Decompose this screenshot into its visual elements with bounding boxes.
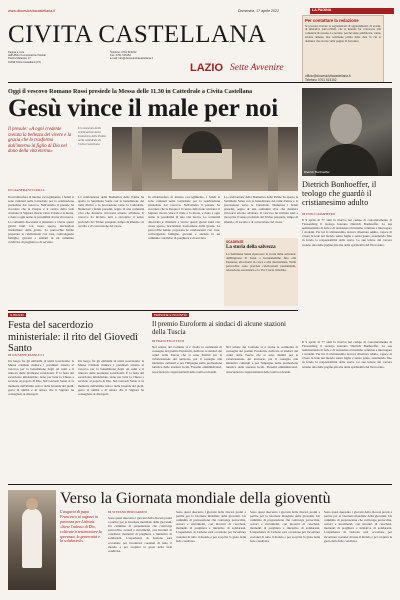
bonhoeffer-byline: DI ENZO GIAMPIETRO [302,212,336,216]
main-standfirst: Il presule: «A ogni credente svelata la bellezza del vivere e la grazia che lo trasforma dall'interno in figlio di Dio nel dono della vita eterna» [8,127,72,155]
youth-body-col-2: Sono quasi duecento i giovani della diocesi pronti a partire per la Giornata mondiale della gioventù. Un cammino di preparazione che coinvolge parrocchie, oratori e movimenti, con incontri di catechesi, momenti di preghiera e iniziative di solidarietà. L'esperienza di Lisbona sarà occasione per incontrare coetanei di tutto il mondo e per scoprire la gioia della fede condivisa. [176,510,246,543]
youth-rule [8,484,392,485]
main-body-col-1: In un'atmosfera di intenso raccoglimento, i fedeli si sono radunati nella Cattedrale per la celebrazione presieduta dal vescovo. Nell'omelia il presule ha ricordato che la Pasqua è il centro della fede cristiana: il Signore risorto vince il male e la morte, e dona a ogni uomo la possibilità di una vita nuova. La comunità diocesana è chiamata a vivere questi giorni santi con cuore aperto, lasciandosi trasformare dalla grazia. Le parrocchie hanno preparato le celebrazioni con cura, coinvolgendo famiglie, giovani e anziani in un cammino condiviso di preghiera e di servizio. [8,195,74,245]
altar-shape [172,149,232,179]
office-line-2: dell'Ufficio Comunicazioni Sociali [8,54,46,58]
brand-sette: Sette Avvenire [230,63,284,73]
mid-label: PERSONE E INCONTRI [154,313,187,317]
pope-head [26,498,38,510]
left-body-col-1: Un luogo fra gli emblemi di unità sacerdotale: la Messa crismale riunisce i presbiteri attorno al vescovo per la benedizione degli oli santi e il rinnovo delle promesse sacerdotali. È la festa del sacerdozio ministeriale, dono per tutta la Chiesa e servizio al popolo di Dio. Nel Giovedì Santo si fa memoria dell'ultima cena e della lavanda dei piedi, gesto di umiltà e di amore che il Signore ha consegnato ai discepoli. [8,359,74,396]
bonhoeffer-title: Dietrich Bonhoeffer, il teologo che guardò il cristianesimo adulto [302,180,377,207]
youth-body-col-3: Sono quasi duecento i giovani della diocesi pronti a partire per la Giornata mondiale della gioventù. Un cammino di preparazione che coinvolge parrocchie, oratori e movimenti, con incontri di catechesi, momenti di preghiera e iniziative di solidarietà. L'esperienza di Lisbona sarà occasione per incontrare coetanei di tutto il mondo e per scoprire la gioia della fede condivisa. [250,510,320,543]
mid-body-col-1: Nel salone del Comune si è svolta la cerimonia di consegna del premio Euroform, dedicato ai sindaci dei centri della Tuscia che si sono distinti per la valorizzazione del territorio, per il sostegno alle iniziative culturali e per l'impegno nella promozione turistica delle stazioni locali. Presenti amministratori, associazioni e rappresentanti delle realtà ecclesiali. [152,345,222,374]
main-body-col-4: La celebrazione della Domenica delle Palme ha aperto la Settimana Santa con la benedizione dei rami d'ulivo e la processione verso la Cattedrale. Numerosi i fedeli presenti, segno di una comunità viva che desidera ritrovarsi attorno all'altare. Il vescovo ha invitato tutti a riscoprire il senso profondo del Triduo pasquale, tempo di silenzio, di ascolto e di conversione del cuore. [224,195,298,224]
site-url[interactable]: www.diocesicivitacastellana.it [8,9,55,13]
left-body-col-2: Un luogo fra gli emblemi di unità sacerdotale: la Messa crismale riunisce i presbiteri attorno al vescovo per la benedizione degli oli santi e il rinnovo delle promesse sacerdotali. È la festa del sacerdozio ministeriale, dono per tutta la Chiesa e servizio al popolo di Dio. Nel Giovedì Santo si fa memoria dell'ultima cena e della lavanda dei piedi, gesto di umiltà e di amore che il Signore ha consegnato ai discepoli. [78,359,144,396]
office-line-3: Piazza Matteotti, 27 [8,57,31,61]
photo-caption: Un momento della celebrazione della Domenica delle Palme nella cattedrale di Civita Castellana [78,126,107,146]
contact-phone: Telefono 0761 515152 [305,77,337,82]
sidebar-label: SCADENZE [226,240,244,244]
mid-title: Il premio Euroform ai sindaci di alcune stazioni della Tuscia [152,320,286,336]
contact-box [302,15,384,83]
office-email[interactable]: e-mail: info@diocesicivitacastellana.it [110,57,153,61]
office-info [8,51,108,64]
youth-intro: L'augurio di papa Francesco ai ragazzi in partenza per Lisbona: «Siete l'adesso di Dio, coltivate a testimoniare la speranza, la generosità e la solidarietà» [60,509,102,544]
arch-shape [182,131,222,153]
left-label: IL BRANO [10,313,24,317]
office-tel: Telefono: 0761 515152 [110,51,137,54]
main-kicker: Oggi il vescovo Romano Rossi presiede la Messa delle 11.30 in Cattedrale a Civita Castellana [8,88,253,95]
contact-title: Per contattare la redazione [305,18,359,23]
bonhoeffer-photo [302,88,392,176]
main-byline: DI GIANFRANCO RICCI [8,188,45,192]
cathedral-photo [112,127,298,191]
contact-email[interactable]: ufficio@diocesicivitacastellana.it [305,73,351,78]
main-body-col-2: La celebrazione della Domenica delle Palme ha aperto la Settimana Santa con la benedizione dei rami d'ulivo e la processione verso la Cattedrale. Numerosi i fedeli presenti, segno di una comunità viva che desidera ritrovarsi attorno all'altare. Il vescovo ha invitato tutti a riscoprire il senso profondo del Triduo pasquale, tempo di silenzio, di ascolto e di conversione del cuore. [78,195,144,228]
brand-logo [190,62,298,76]
sidebar-box [224,238,298,306]
main-headline: Gesù vince il male per noi [8,95,279,122]
masthead-rule [8,82,392,83]
youth-body-col-1: Sono quasi duecento i giovani della diocesi pronti a partire per la Giornata mondiale della gioventù. Un cammino di preparazione che coinvolge parrocchie, oratori e movimenti, con incontri di catechesi, momenti di preghiera e iniziative di solidarietà. L'esperienza di Lisbona sarà occasione per incontrare coetanei di tutto il mondo e per scoprire la gioia della fede condivisa. [108,516,172,553]
column-right [268,127,278,191]
lower-rule [8,310,298,311]
youth-body-col-4: Sono quasi duecento i giovani della diocesi pronti a partire per la Giornata mondiale della gioventù. Un cammino di preparazione che coinvolge parrocchie, oratori e movimenti, con incontri di catechesi, momenti di preghiera e iniziative di solidarietà. L'esperienza di Lisbona sarà occasione per incontrare coetanei di tutto il mondo e per scoprire la gioia della fede condivisa. [324,510,392,543]
youth-byline: DI STEFANO BERNARDINI [108,510,147,514]
sidebar-body: La Settimana Santa ripercorre la storia della salvezza: dall'ingresso di Gesù a Gerusalemme fino alla Passione, alla morte in croce e alla risurrezione. Nelle parrocchie sono previste celebrazioni penitenziali, adorazione eucaristica e la Via Crucis cittadina. [226,251,296,272]
sidebar-title: La storia della salvezza [226,245,276,250]
portrait-face [330,104,362,144]
brand-lazio: LAZIO [190,62,223,74]
bonhoeffer-body-1: Il 9 aprile di 77 anni fa moriva nel campo di concentramento di Flossenbürg il teologo luterano Dietrich Bonhoeffer. La sua testimonianza di fede e di resistenza al nazismo continua a interrogare i credenti. Per lui il cristianesimo doveva diventare adulto, capace di vivere la fede nel mondo senza fughe e senza paure, assumendo fino in fondo la responsabilità della storia. Le sue lettere dal carcere restano una delle pagine più alte della spiritualità del Novecento. [302,218,392,247]
office-line-4: 01033 Civita Castellana (VT) [8,60,42,64]
left-byline: DI GIUSEPPE PANNUCCI [8,353,44,357]
contact-body: Si possono inviare le segnalazioni di appuntamenti, di eventi, di iniziative parrocchiali, che si intende far conoscere alla comunità diocesana. Le notizie, perché siano pubblicate, vanno inviate almeno due settimane prima della data in cui si desidera che escano sulla pagina di Avvenire. [305,24,381,43]
mid-byline: DI FRANCESCO TESTI [152,339,185,343]
column-left [132,127,142,191]
left-title: Festa del sacerdozio ministeriale: il rito del Giovedì Santo [8,320,139,354]
youth-headline: Verso la Giornata mondiale della gioventù [60,490,331,507]
bonhoeffer-body-2: Il 9 aprile di 77 anni fa moriva nel campo di concentramento di Flossenbürg il teologo luterano Dietrich Bonhoeffer. La sua testimonianza di fede e di resistenza al nazismo continua a interrogare i credenti. Per lui il cristianesimo doveva diventare adulto, capace di vivere la fede nel mondo senza fughe e senza paure, assumendo fino in fondo la responsabilità della storia. Le sue lettere dal carcere restano una delle pagine più alte della spiritualità del Novecento. [302,340,392,369]
bonhoeffer-caption: Dietrich Bonhoeffer [304,170,330,174]
mid-body-col-2: Nel salone del Comune si è svolta la cerimonia di consegna del premio Euroform, dedicato ai sindaci dei centri della Tuscia che si sono distinti per la valorizzazione del territorio, per il sostegno alle iniziative culturali e per l'impegno nella promozione turistica delle stazioni locali. Presenti amministratori, associazioni e rappresentanti delle realtà ecclesiali. [226,345,298,374]
office-fax: Fax: 0761 515152 [110,54,131,58]
main-body-col-3: In un'atmosfera di intenso raccoglimento, i fedeli si sono radunati nella Cattedrale per la celebrazione presieduta dal vescovo. Nell'omelia il presule ha ricordato che la Pasqua è il centro della fede cristiana: il Signore risorto vince il male e la morte, e dona a ogni uomo la possibilità di una vita nuova. La comunità diocesana è chiamata a vivere questi giorni santi con cuore aperto, lasciandosi trasformare dalla grazia. Le parrocchie hanno preparato le celebrazioni con cura, coinvolgendo famiglie, giovani e anziani in un cammino condiviso di preghiera e di servizio. [148,195,220,240]
section-tag: LA PAGINA [310,8,394,14]
office-line-1: Pagina a cura [8,51,25,54]
issue-date: Domenica, 17 aprile 2022 [238,9,279,13]
youth-photo [8,490,56,590]
masthead-title: CIVITA CASTELLANA [8,21,267,48]
pope-figure [22,508,42,568]
office-contacts [110,51,180,61]
